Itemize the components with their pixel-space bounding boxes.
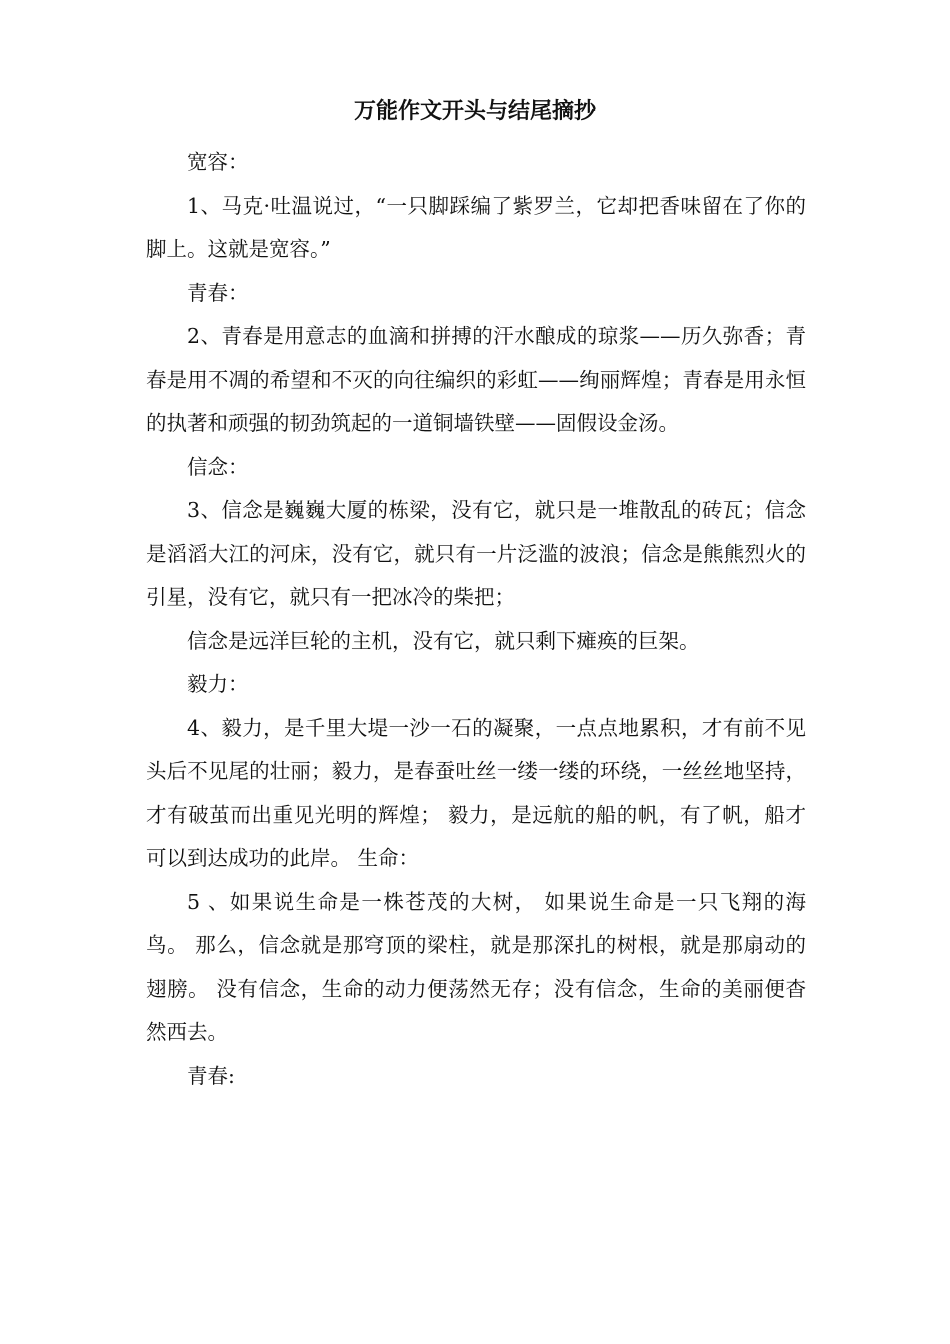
paragraph-1: 1、马克·吐温说过，“一只脚踩编了紫罗兰，它却把香味留在了你的脚上。这就是宽容。” [146,193,806,261]
heading-youth-2: 青春: [187,1063,235,1088]
heading-tolerance: 宽容： [187,150,249,174]
paragraph-5: 5 、如果说生命是一株苍茂的大树， 如果说生命是一只飞翔的海鸟。 那么，信念就是那穹顶的梁柱，就是那深扎的树根，就是那扇动的翅膀。 没有信念，生命的动力便荡然无存；没有信念，生命的美丽便杳然西去。 [146,889,806,1044]
document-title: 万能作文开头与结尾摘抄 [353,99,596,124]
heading-perseverance: 毅力： [187,672,249,696]
paragraph-3-continued: 信念是远洋巨轮的主机，没有它，就只剩下瘫痪的巨架。 [187,628,700,653]
document-body [146,141,806,1098]
paragraph-3: 3、信念是巍巍大厦的栋梁，没有它，就只是一堆散乱的砖瓦；信念是滔滔大江的河床，没有它，就只有一片泛滥的波浪；信念是熊熊烈火的引星，没有它，就只有一把冰冷的柴把； [146,498,806,609]
paragraph-2: 2、青春是用意志的血滴和拼搏的汗水酿成的琼浆——历久弥香；青春是用不凋的希望和不灭的向往编织的彩虹——绚丽辉煌；青春是用永恒的执著和顽强的韧劲筑起的一道铜墙铁壁——固假设金汤。 [146,324,806,435]
heading-youth: 青春： [187,280,249,305]
heading-belief: 信念： [187,454,249,479]
paragraph-4: 4、毅力，是千里大堤一沙一石的凝聚，一点点地累积，才有前不见头后不见尾的壮丽；毅力，是春蚕吐丝一缕一缕的环绕，一丝丝地坚持，才有破茧而出重见光明的辉煌； 毅力，是远航的船的帆，有了帆，船才可以到达成功的此岸。 生命： [146,715,806,870]
